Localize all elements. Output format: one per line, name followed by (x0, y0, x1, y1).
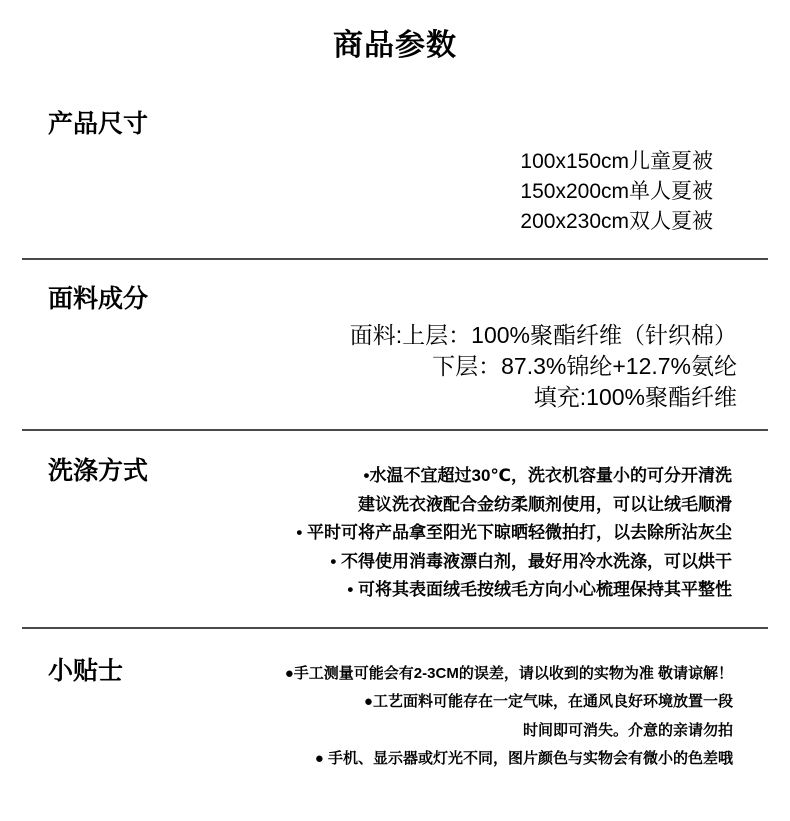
washing-line: • 平时可将产品拿至阳光下晾晒轻微拍打，以去除所沾灰尘 (296, 523, 732, 542)
section-title-tips: 小贴士 (48, 656, 124, 685)
washing-line: 建议洗衣液配合金纺柔顺剂使用，可以让绒毛顺滑 (358, 494, 732, 514)
washing-instruction-lines (296, 462, 790, 605)
section-tips (0, 656, 790, 774)
fabric-line: 面料:上层：100%聚酯纤维（针织棉） (349, 322, 737, 348)
section-title-washing-instructions: 洗涤方式 (48, 457, 149, 485)
section-divider (22, 429, 768, 431)
product-size-lines (0, 147, 790, 237)
washing-line: • 可将其表面绒毛按绒毛方向小心梳理保持其平整性 (347, 580, 732, 599)
section-washing-instructions (0, 456, 790, 605)
tips-lines (285, 660, 790, 774)
tip-line: ●手工测量可能会有2-3CM的误差，请以收到的实物为准 敬请谅解！ (284, 664, 733, 682)
section-fabric-composition (0, 284, 790, 413)
fabric-composition-lines (0, 320, 790, 413)
section-product-size (0, 109, 790, 237)
size-line: 200x230cm双人夏被 (520, 210, 713, 233)
size-line: 100x150cm儿童夏被 (520, 150, 713, 173)
section-divider (22, 627, 768, 629)
tip-line: 时间即可消失。介意的亲请勿拍 (522, 721, 733, 739)
washing-line: •水温不宜超过30℃，洗衣机容量小的可分开清洗 (363, 466, 732, 485)
washing-line: • 不得使用消毒液漂白剂，最好用冷水洗涤，可以烘干 (330, 551, 732, 571)
tip-line: ● 手机、显示器或灯光不同，图片颜色与实物会有微小的色差哦 (314, 750, 733, 767)
tip-line: ●工艺面料可能存在一定气味，在通风良好环境放置一段 (363, 693, 733, 710)
section-title-product-size: 产品尺寸 (48, 110, 149, 138)
section-divider (22, 258, 768, 260)
fabric-line: 填充:100%聚酯纤维 (533, 384, 737, 410)
fabric-line: 下层：87.3%锦纶+12.7%氨纶 (432, 353, 737, 379)
size-line: 150x200cm单人夏被 (520, 180, 713, 203)
page-title: 商品参数 (333, 29, 457, 62)
section-title-fabric-composition: 面料成分 (48, 285, 149, 313)
